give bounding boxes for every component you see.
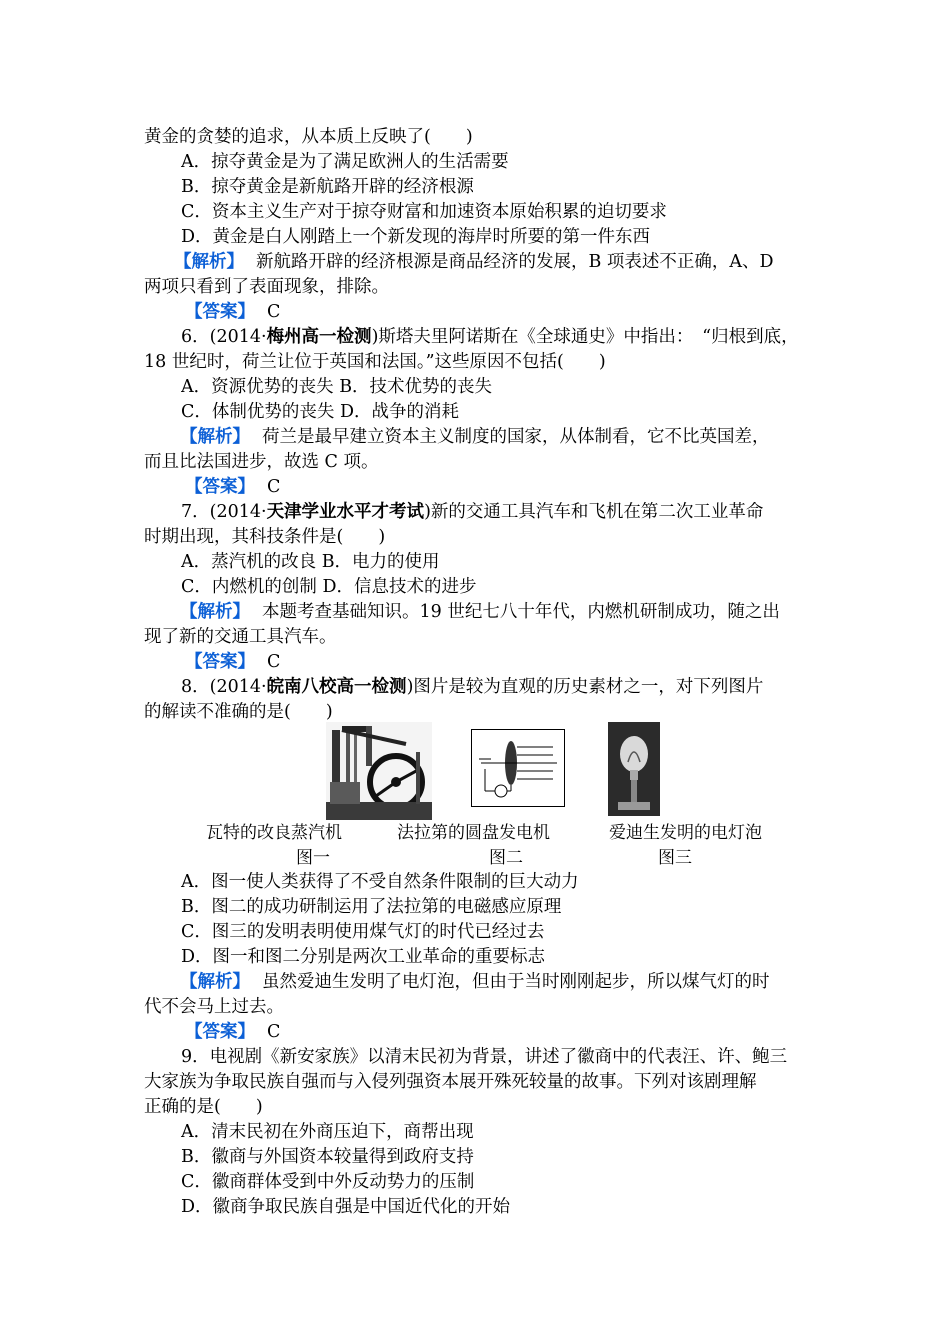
q8-analysis [180,970,820,995]
q6-stem [181,325,820,350]
q8-stem-cont: 的解读不准确的是( ) [144,702,333,722]
q6-analysis-text: 荷兰是最早建立资本主义制度的国家，从体制看，它不比英国差， [262,427,770,447]
answer-tag: 【答案】 [185,302,255,322]
q5-option-b: B．掠夺黄金是新航路开辟的经济根源 [181,177,474,197]
q8-source: 皖南八校高一检测 [266,677,407,697]
q7-stem-cont: 时期出现，其科技条件是( ) [144,527,386,547]
analysis-tag: 【解析】 [180,972,250,992]
q6-answer [185,475,861,500]
q8-stem-text: )图片是较为直观的历史素材之一，对下列图片 [406,677,764,697]
disk-generator-diagram [471,729,565,807]
q5-option-a: A．掠夺黄金是为了满足欧洲人的生活需要 [181,152,509,172]
q6-stem-text: )斯塔夫里阿诺斯在《全球通史》中指出： “归根到底， [371,327,799,347]
q6-options-ab: A．资源优势的丧失 B．技术优势的丧失 [181,377,493,397]
q8-analysis-cont: 代不会马上过去。 [144,997,284,1017]
q8-analysis-text: 虽然爱迪生发明了电灯泡，但由于当时刚刚起步，所以煤气灯的时 [262,972,770,992]
q8-option-d: D．图一和图二分别是两次工业革命的重要标志 [181,947,546,967]
q9-stem-cont-2: 正确的是( ) [144,1097,263,1117]
q8-option-b: B．图二的成功研制运用了法拉第的电磁感应原理 [181,897,562,917]
figure-1-caption: 瓦特的改良蒸汽机 [206,823,342,843]
q7-analysis-text: 本题考查基础知识。19 世纪七八十年代，内燃机研制成功，随之出 [262,602,780,622]
answer-tag: 【答案】 [185,652,255,672]
analysis-tag: 【解析】 [180,602,250,622]
q9-option-c: C．徽商群体受到中外反动势力的压制 [181,1172,475,1192]
figure-2-caption: 法拉第的圆盘发电机 [397,823,550,843]
steam-engine-illustration [326,722,432,820]
q9-option-d: D．徽商争取民族自强是中国近代化的开始 [181,1197,511,1217]
q6-number: 6．(2014· [181,327,267,347]
figure-3-caption: 爱迪生发明的电灯泡 [609,823,762,843]
q8-answer [185,1020,861,1045]
q5-analysis-text: 新航路开辟的经济根源是商品经济的发展，B 项表述不正确，A、D [256,252,774,272]
q5-analysis [174,250,820,275]
q7-analysis-cont: 现了新的交通工具汽车。 [144,627,337,647]
analysis-tag: 【解析】 [180,427,250,447]
q8-stem [181,675,820,700]
q5-answer [185,300,861,325]
figure-3-label: 图三 [658,848,692,868]
q5-stem: 黄金的贪婪的追求，从本质上反映了( ) [144,127,473,147]
q7-stem-text: )新的交通工具汽车和飞机在第二次工业革命 [424,502,764,522]
q9-option-a: A．清末民初在外商压迫下，商帮出现 [181,1122,474,1142]
q6-source: 梅州高一检测 [266,327,372,347]
light-bulb-photo [608,722,660,816]
q8-option-c: C．图三的发明表明使用煤气灯的时代已经过去 [181,922,545,942]
q5-answer-value: C [267,302,281,322]
q6-stem-cont: 18 世纪时，荷兰让位于英国和法国。”这些原因不包括( ) [144,352,606,372]
q5-option-d: D．黄金是白人刚踏上一个新发现的海岸时所要的第一件东西 [181,227,651,247]
steam-engine-image [326,722,432,820]
q8-answer-value: C [267,1022,281,1042]
q7-analysis [180,600,820,625]
q6-analysis-cont: 而且比法国进步，故选 C 项。 [144,452,379,472]
q7-stem [181,500,820,525]
answer-tag: 【答案】 [185,1022,255,1042]
q6-analysis [180,425,820,450]
figure-1-label: 图一 [296,848,330,868]
q5-option-c: C．资本主义生产对于掠夺财富和加速资本原始积累的迫切要求 [181,202,667,222]
q7-source: 天津学业水平才考试 [266,502,425,522]
q7-number: 7．(2014· [181,502,267,522]
q8-option-a: A．图一使人类获得了不受自然条件限制的巨大动力 [181,872,579,892]
q6-answer-value: C [267,477,281,497]
q9-stem: 9．电视剧《新安家族》以清末民初为背景，讲述了徽商中的代表汪、许、鲍三 [181,1047,788,1067]
disk-generator-image [471,729,565,807]
q7-options-cd: C．内燃机的创制 D．信息技术的进步 [181,577,477,597]
answer-tag: 【答案】 [185,477,255,497]
q7-answer [185,650,861,675]
q9-stem-cont: 大家族为争取民族自强而与入侵列强资本展开殊死较量的故事。下列对该剧理解 [144,1072,757,1092]
light-bulb-image [608,722,660,816]
q6-options-cd: C．体制优势的丧失 D．战争的消耗 [181,402,459,422]
q7-answer-value: C [267,652,281,672]
figure-2-label: 图二 [489,848,523,868]
q5-analysis-cont: 两项只看到了表面现象，排除。 [144,277,389,297]
analysis-tag: 【解析】 [174,252,244,272]
q7-options-ab: A．蒸汽机的改良 B．电力的使用 [181,552,440,572]
q8-number: 8．(2014· [181,677,267,697]
q9-option-b: B．徽商与外国资本较量得到政府支持 [181,1147,474,1167]
